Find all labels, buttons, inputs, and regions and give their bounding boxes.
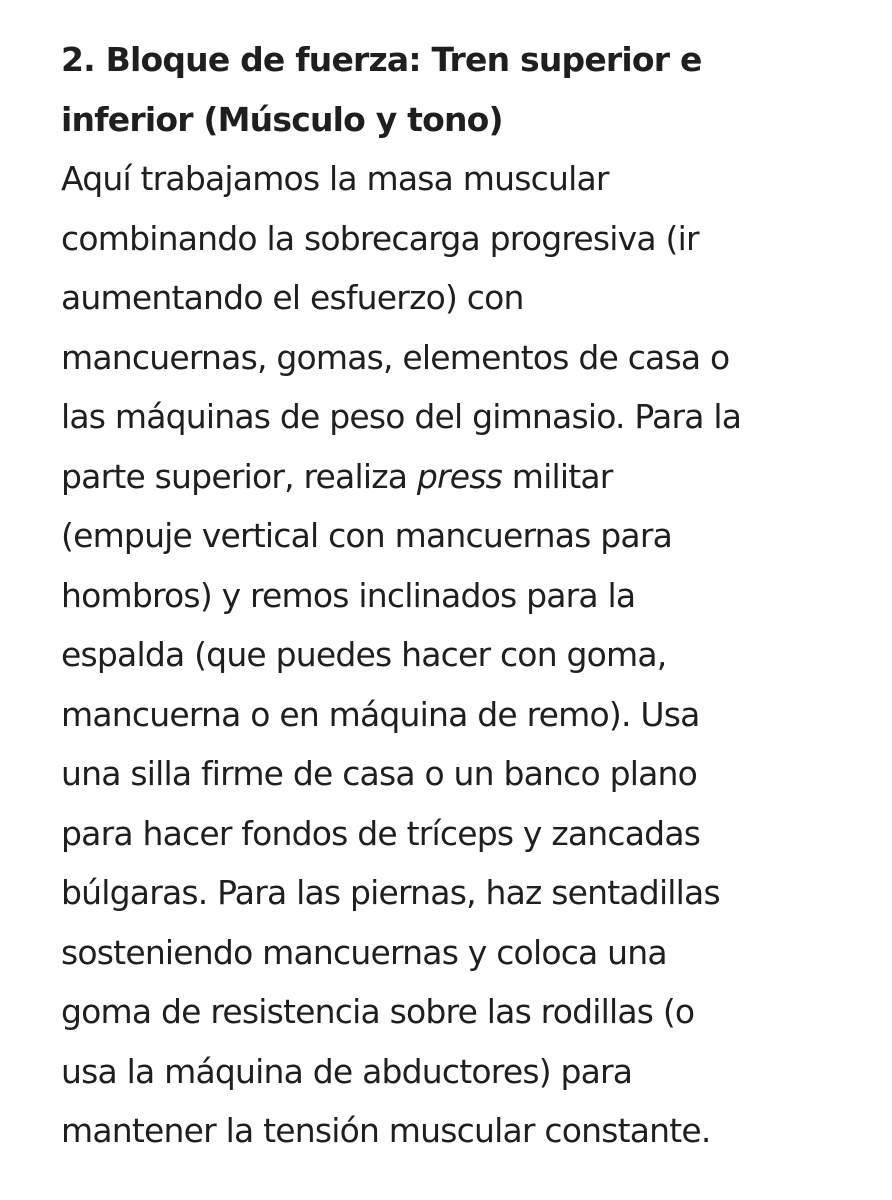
- paragraph-line: (empuje vertical con mancuernas para: [61, 516, 673, 555]
- heading-line: inferior (Músculo y tono): [61, 99, 503, 139]
- paragraph-line: para hacer fondos de tríceps y zancadas: [61, 813, 701, 853]
- paragraph-line: usa la máquina de abductores) para: [61, 1051, 633, 1091]
- section-paragraph: [61, 149, 852, 1161]
- paragraph-line: mancuernas, gomas, elementos de casa o: [61, 337, 730, 377]
- emphasized-term: press: [416, 456, 503, 496]
- paragraph-text: militar: [502, 456, 613, 496]
- paragraph-line: [61, 447, 852, 507]
- section-heading: [61, 30, 852, 149]
- paragraph-line: mancuerna o en máquina de remo). Usa: [61, 694, 700, 734]
- paragraph-line: una silla firme de casa o un banco plano: [61, 754, 698, 793]
- paragraph-line: goma de resistencia sobre las rodillas (o: [61, 992, 695, 1031]
- paragraph-line: aumentando el esfuerzo) con: [61, 278, 524, 317]
- paragraph-text: parte superior, realiza: [61, 456, 417, 496]
- paragraph-line: Aquí trabajamos la masa muscular: [61, 159, 609, 198]
- heading-line: 2. Bloque de fuerza: Tren superior e: [61, 40, 702, 79]
- paragraph-line: mantener la tensión muscular constante.: [61, 1111, 711, 1150]
- paragraph-line: espalda (que puedes hacer con goma,: [61, 635, 667, 674]
- paragraph-line: hombros) y remos inclinados para la: [61, 575, 636, 615]
- paragraph-line: combinando la sobrecarga progresiva (ir: [61, 218, 699, 258]
- paragraph-line: las máquinas de peso del gimnasio. Para la: [61, 397, 742, 436]
- paragraph-line: búlgaras. Para las piernas, haz sentadillas: [61, 873, 720, 912]
- paragraph-line: sosteniendo mancuernas y coloca una: [61, 932, 667, 972]
